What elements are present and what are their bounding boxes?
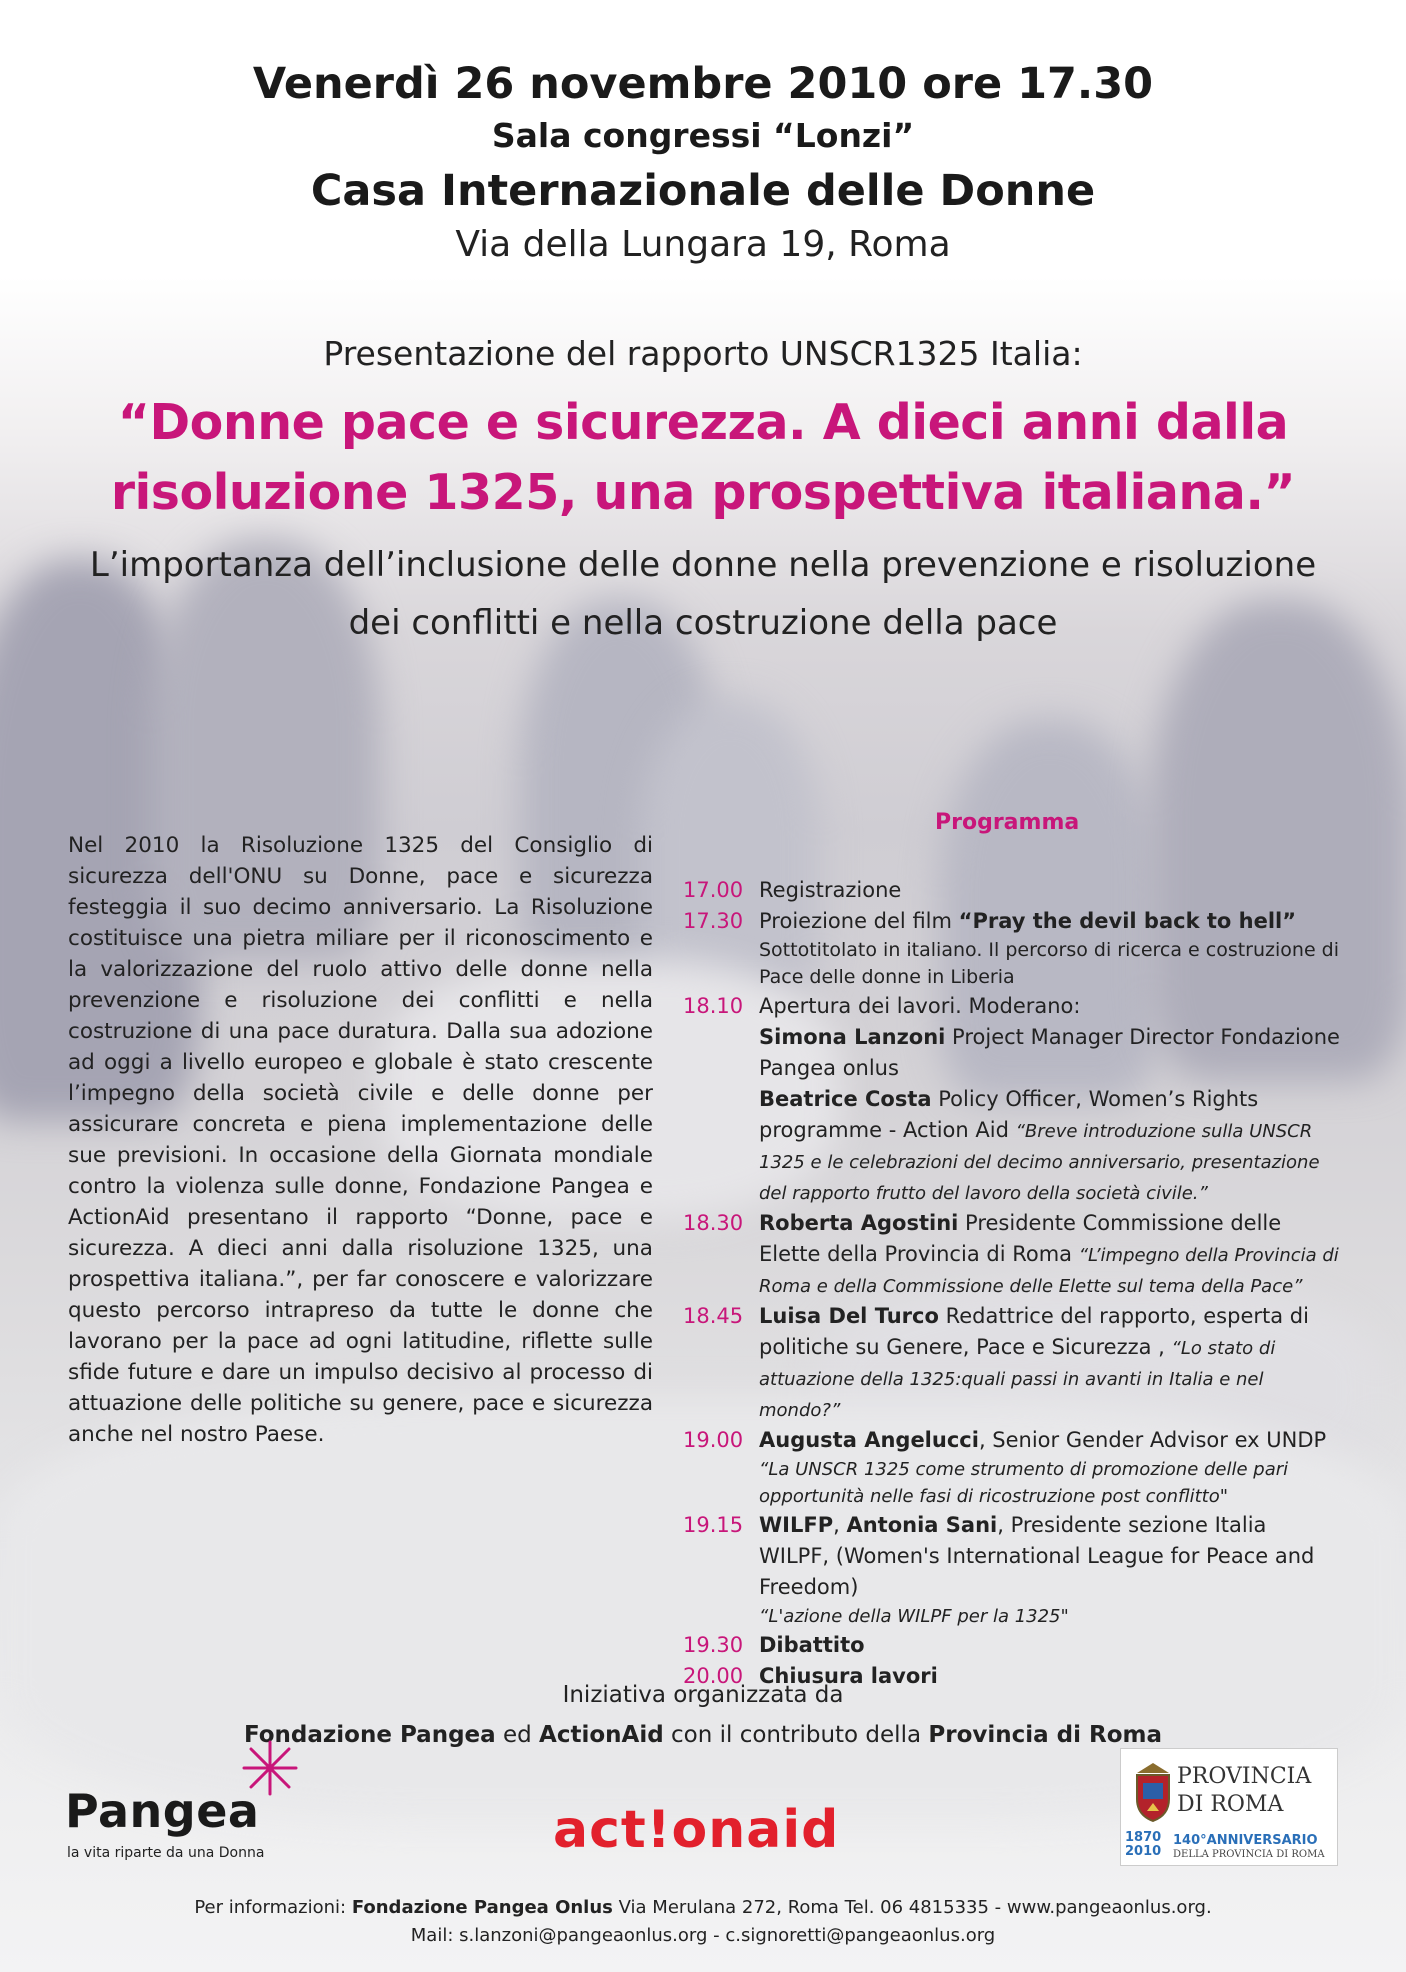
programma-list: [683, 875, 1343, 1692]
talk-title: “Lo stato di attuazione della 1325:quali passi in avanti in Italia e nel mondo?”: [759, 1338, 1276, 1421]
provincia-line1: PROVINCIA: [1177, 1764, 1312, 1789]
programma-text: Apertura dei lavori. Moderano:: [759, 994, 1081, 1018]
years-bottom: 2010: [1125, 1844, 1162, 1859]
speaker-name: Antonia Sani: [846, 1513, 998, 1537]
speaker-role: Redattrice del rapporto, esperta di politiche su Genere, Pace e Sicurezza ,: [759, 1304, 1309, 1359]
report-title-line1: “Donne pace e sicurezza. A dieci anni dalla: [117, 394, 1289, 451]
crest-icon: [1129, 1759, 1177, 1825]
event-header: [0, 58, 1406, 270]
report-title: [60, 388, 1346, 528]
provincia-anniversary-sub: DELLA PROVINCIA DI ROMA: [1173, 1849, 1325, 1860]
programma-time: 17.00: [683, 878, 744, 902]
years-top: 1870: [1125, 1830, 1162, 1845]
programma-time: 19.15: [683, 1513, 744, 1537]
speaker-role: Policy Officer, Women’s Rights programme - Action Aid: [759, 1087, 1259, 1142]
programma-item: [683, 1425, 1343, 1510]
event-venue: Casa Internazionale delle Donne: [310, 166, 1096, 216]
org-name: WILFP: [759, 1513, 834, 1537]
separator: ,: [833, 1513, 847, 1537]
organizer-intro: Iniziativa organizzata da: [562, 1682, 844, 1708]
provincia-name: [1177, 1763, 1335, 1819]
intro-line: Presentazione del rapporto UNSCR1325 Italia:: [323, 334, 1083, 373]
programma-heading: Programma: [935, 810, 1080, 835]
talk-title: “L’impegno della Provincia di Roma e della Commissione delle Elette sul tema della Pace”: [759, 1245, 1339, 1297]
programma-time: 20.00: [683, 1664, 744, 1688]
talk-title: “La UNSCR 1325 come strumento di promozione delle pari opportunità nelle fasi di ricostruzione post conflitto": [759, 1459, 1289, 1507]
talk-title: “Breve introduzione sulla UNSCR 1325 e le celebrazioni del decimo anniversario, presentazione del rapporto frutto del lavoro della società civile.”: [759, 1121, 1320, 1204]
organizer-name: ActionAid: [539, 1722, 664, 1748]
programma-item: [683, 1630, 1343, 1661]
organizer-sep: ed: [495, 1722, 540, 1748]
programma-text: Registrazione: [759, 878, 902, 902]
speaker-name: Simona Lanzoni: [759, 1025, 946, 1049]
speaker-role: , Presidente sezione Italia WILPF, (Women's International League for Peace and Freedom): [759, 1513, 1315, 1599]
programma-time: 17.30: [683, 909, 744, 933]
actionaid-logo: act!onaid: [553, 1800, 840, 1860]
programma-item: [683, 991, 1343, 1208]
footer-mail: Mail: s.lanzoni@pangeaonlus.org - c.signoretti@pangeaonlus.org: [410, 1925, 996, 1946]
report-subtitle: [60, 536, 1346, 652]
speaker-name: Roberta Agostini: [759, 1211, 959, 1235]
description-paragraph: Nel 2010 la Risoluzione 1325 del Consiglio di sicurezza dell'ONU su Donne, pace e sicurezza festeggia il suo decimo anniversario. La Risoluzione costituisce una pietra miliare per il riconoscimento e la valorizzazione del ruolo attivo delle donne nella prevenzione e risoluzione dei conflitti e nella costruzione di una pace duratura. Dalla sua adozione ad oggi a livello europeo e globale è stato crescente l’impegno della società civile e delle donne per assicurare concreta e piena implementazione delle sue previsioni. In occasione della Giornata mondiale contro la violenza sulle donne, Fondazione Pangea e ActionAid presentano il rapporto “Donne, pace e sicurezza. A dieci anni dalla risoluzione 1325, una prospettiva italiana.”, per far conoscere e valorizzare questo percorso intrapreso da tutte le donne che lavorano per la pace ad ogni latitudine, riflette sulle sfide future e dare un impulso decisivo al processo di attuazione delle politiche su genere, pace e sicurezza anche nel nostro Paese.: [68, 833, 653, 1447]
footer-label: Per informazioni:: [194, 1897, 352, 1918]
provincia-anniversary: 140°ANNIVERSARIO: [1173, 1833, 1318, 1848]
programma-note: Sottotitolato in italiano. Il percorso di ricerca e costruzione di Pace delle donne in Liberia: [759, 939, 1340, 988]
programma-item: [683, 1510, 1343, 1630]
film-title: “Pray the devil back to hell”: [958, 909, 1297, 933]
speaker-name: Beatrice Costa: [759, 1087, 932, 1111]
programma-item: [683, 1301, 1343, 1425]
contact-footer: [0, 1894, 1406, 1950]
organizer-name: Provincia di Roma: [928, 1722, 1163, 1748]
speaker-name: Luisa Del Turco: [759, 1304, 939, 1328]
pangea-logo: [65, 1738, 305, 1861]
speaker-role: Presidente Commissione delle Elette della Provincia di Roma: [759, 1211, 1282, 1266]
organizer-name: Fondazione Pangea: [243, 1722, 496, 1748]
programma-time: 18.10: [683, 994, 744, 1018]
organizer-sep: con il contributo della: [663, 1722, 929, 1748]
programma-text: Dibattito: [759, 1633, 865, 1657]
footer-contact: Via Merulana 272, Roma Tel. 06 4815335 - www.pangeaonlus.org.: [612, 1897, 1212, 1918]
footer-org: Fondazione Pangea Onlus: [351, 1897, 613, 1918]
speaker-role: Project Manager Director Fondazione Pangea onlus: [759, 1025, 1340, 1080]
event-hall: Sala congressi “Lonzi”: [491, 116, 915, 155]
pangea-tagline: la vita riparte da una Donna: [67, 1845, 265, 1861]
report-subtitle-line2: dei conflitti e nella costruzione della pace: [348, 603, 1058, 643]
programma-time: 18.45: [683, 1304, 744, 1328]
event-date-time: Venerdì 26 novembre 2010 ore 17.30: [252, 59, 1154, 109]
provincia-roma-logo: [1120, 1748, 1338, 1866]
programma-item: [683, 875, 1343, 906]
provincia-line2: DI ROMA: [1177, 1792, 1284, 1817]
talk-title: “L'azione della WILPF per la 1325": [759, 1606, 1069, 1627]
programma-item: [683, 906, 1343, 991]
report-title-line2: risoluzione 1325, una prospettiva italiana.”: [110, 464, 1296, 521]
programma-time: 18.30: [683, 1211, 744, 1235]
speaker-name: Augusta Angelucci: [759, 1428, 979, 1452]
provincia-years: [1125, 1831, 1161, 1859]
programma-time: 19.00: [683, 1428, 744, 1452]
programma-text: Chiusura lavori: [759, 1664, 938, 1688]
programma-item: [683, 1208, 1343, 1301]
programma-text: Proiezione del film: [759, 909, 959, 933]
report-subtitle-line1: L’importanza dell’inclusione delle donne nella prevenzione e risoluzione: [89, 545, 1317, 585]
speaker-role: , Senior Gender Advisor ex UNDP: [978, 1428, 1327, 1452]
pangea-name: Pangea: [65, 1784, 260, 1838]
programma-time: 19.30: [683, 1633, 744, 1657]
event-address: Via della Lungara 19, Roma: [455, 224, 951, 265]
